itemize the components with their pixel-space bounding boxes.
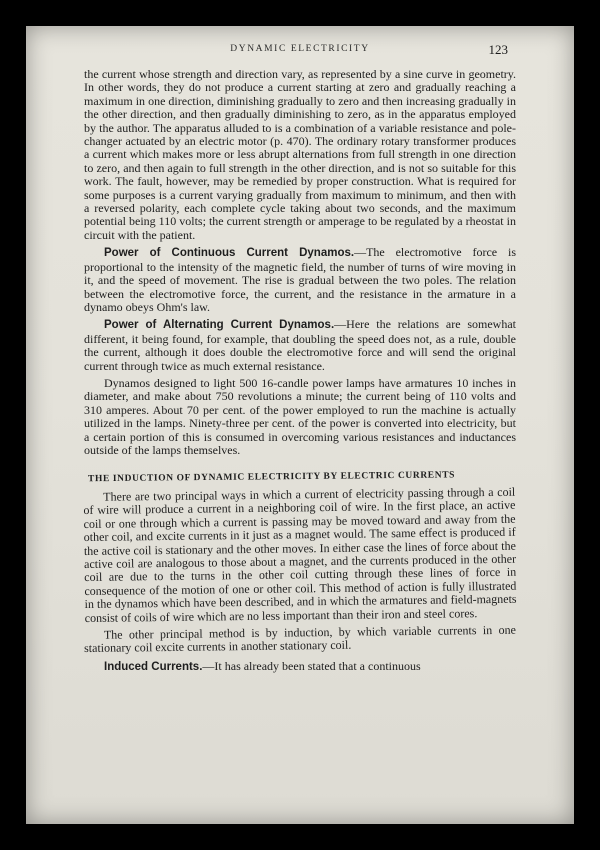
paragraph-3 (84, 318, 516, 373)
paragraph-2 (84, 246, 516, 314)
page-header (26, 44, 574, 60)
body-text (84, 68, 516, 678)
paragraph-7-text: —It has already been stated that a continuous (202, 658, 421, 673)
running-head: DYNAMIC ELECTRICITY (230, 44, 370, 54)
paragraph-2-text: —The electromotive force is proportional to the intensity of the magnetic field, the number of turns of wire moving in it, and the speed of movement. The rise is gradual between the two poles. The relation between the electromotive force, the current, and the resistance in the armature in a dynamo obeys Ohm's law. (84, 245, 516, 314)
paragraph-7 (84, 660, 516, 674)
run-in-heading-continuous: Power of Continuous Current Dynamos. (104, 247, 355, 260)
book-page (26, 26, 574, 824)
paragraph-4: Dynamos designed to light 500 16-candle power lamps have armatures 10 inches in diameter, and make about 750 revolutions a minute; the current being of 110 volts and 310 amperes. About 70 per cent. of the power employed to run the machine is actually utilized in the lamps. Ninety-three per cent. of the power is converted into electricity, but a certain portion of this is consumed in overcoming various resistances and inductances outside of the lamps themselves. (84, 375, 516, 457)
paragraph-3-text: —Here the relations are somewhat different, it being found, for example, that doubling the speed does not, as a rule, double the current, although it does double the electromotive force and will send the original current through twice as much external resistance. (84, 317, 516, 373)
paragraph-6: The other principal method is by induction, by which variable currents in one stationary coil excite currents in another stationary coil. (83, 622, 516, 656)
run-in-heading-induced: Induced Currents. (104, 660, 203, 673)
section-title: THE INDUCTION OF DYNAMIC ELECTRICITY BY ELECTRIC CURRENTS (87, 470, 456, 485)
run-in-heading-alternating: Power of Alternating Current Dynamos. (104, 319, 335, 332)
paragraph-5: There are two principal ways in which a current of electricity passing through a coil of wire will produce a current in a neighboring coil of wire. In the first place, an active coil or one through which a current is passing may be moved toward and away from the other coil, and excite currents in it just as a magnet would. The same effect is produced if the active coil is stationary and the other moves. In either case the lines of force about the active coil are analogous to those about a magnet, and the currents produced in the other coil are due to the turns in the other coil cutting through these lines of force in consequence of the motion of one or other coil. This method of action is fully illustrated in the dynamos which have been described, and in which the armatures and field-magnets consist of coils of wire which are no less important than their iron and steel cores. (83, 484, 517, 625)
paragraph-1: the current whose strength and direction vary, as represented by a sine curve in geometry. In other words, they do not produce a current starting at zero and gradually reaching a maximum in one direction, diminishing gradually to zero and then increasing gradually in the other direction, and then gradually diminishing to zero, as in the apparatus employed by the author. The apparatus alluded to is a combination of a variable resistance and pole-changer actuated by an electric motor (p. 470). The ordinary rotary transformer produces a current which makes more or less abrupt alternations from full strength in one direction to zero, and then again to full strength in the other direction, and is not so suitable for this work. The fault, however, may be remedied by proper construction. What is required for some purposes is a current varying gradually from maximum to minimum, and then with a reversed polarity, each complete cycle taking about two seconds, and the maximum potential being 110 volts; the current strength or amperage to be regulated by a rheostat in circuit with the patient. (84, 67, 516, 242)
page-number: 123 (488, 42, 508, 57)
